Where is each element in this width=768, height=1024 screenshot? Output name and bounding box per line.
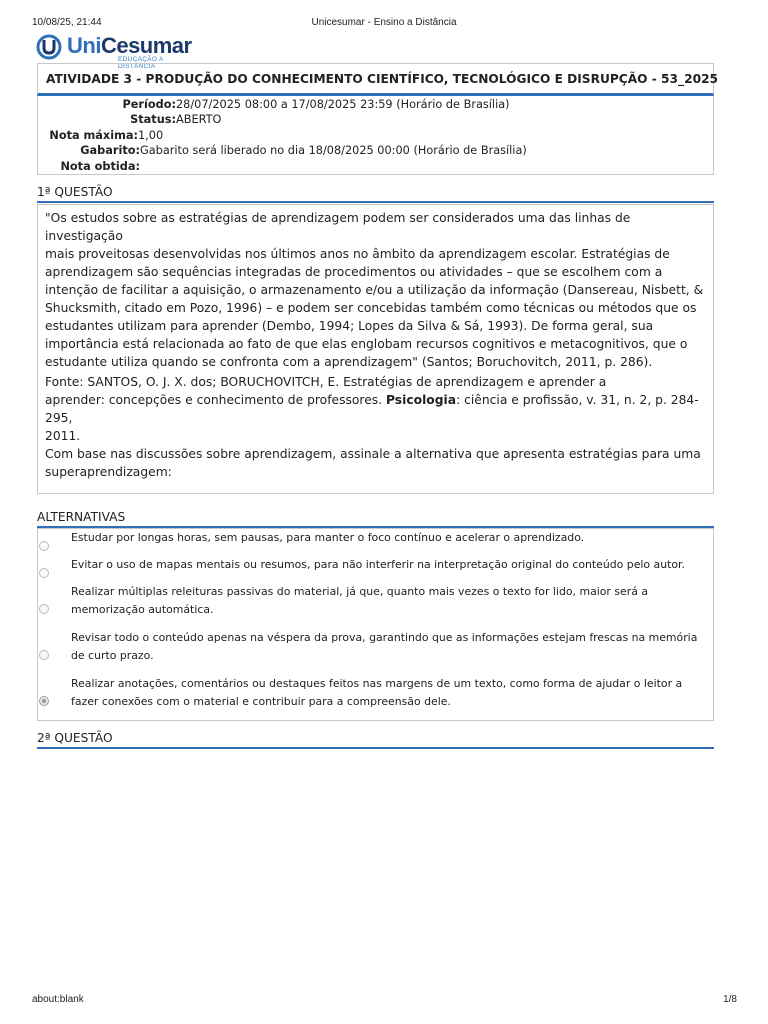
logo-subtitle: EDUCAÇÃO A DISTÂNCIA: [118, 56, 164, 70]
alternative-e-text[interactable]: Realizar anotações, comentários ou destaques feitos nas margens de um texto, como forma de ajudar o leitor a fazer conexões com o material e contribuir para a compreensão dele.: [71, 677, 683, 708]
print-page-number: 1/8: [723, 994, 737, 1005]
alternatives-heading: [37, 510, 714, 528]
periodo-value: 28/07/2025 08:00 a 17/08/2025 23:59 (Horário de Brasília): [176, 98, 510, 111]
question-2-heading-text: 2ª QUESTÃO: [37, 731, 113, 745]
alternative-a-text[interactable]: Estudar por longas horas, sem pausas, para manter o foco contínuo e acelerar o aprendizado.: [71, 531, 585, 544]
alternative-c-text[interactable]: Realizar múltiplas releituras passivas do material, já que, quanto mais vezes o texto for lido, maior será a memorização automática.: [71, 585, 649, 616]
periodo-label: Período:: [122, 98, 176, 111]
question-1-heading-text: 1ª QUESTÃO: [37, 185, 113, 199]
logo-emblem-icon: [36, 34, 68, 60]
alternative-d-text[interactable]: Revisar todo o conteúdo apenas na véspera da prova, garantindo que as informações estejam frescas na memória de curto prazo.: [71, 631, 698, 662]
print-header: [0, 17, 768, 31]
alternatives-heading-text: ALTERNATIVAS: [37, 510, 126, 524]
print-datetime: 10/08/25, 21:44: [32, 17, 102, 28]
logo-wordmark: UniCesumar: [67, 33, 192, 58]
nota-obtida-row: [38, 160, 140, 176]
question-1-body: [37, 204, 714, 494]
question-1-quote: "Os estudos sobre as estratégias de aprendizagem podem ser considerados uma das linhas de investigação mais proveitosas desenvolvidas nos últimos anos no âmbito da aprendizagem escolar. Estratégias de aprendizagem são sequências integradas de procedimentos ou atividades – que se escolhem com a intenção de facilitar a aquisição, o armazenamento e/ou a utilização da informação (Dansereau, Nisbett, & Shucksmith, citado em Pozo, 1996) – e podem ser concebidas também como técnicas ou métodos que os estudantes utilizam para aprender (Dembo, 1994; Lopes da Silva & Sá, 1993). De forma geral, sua importância está relacionada ao fato de que elas englobam recursos cognitivos e metacognitivos, que o estudante utiliza quando se confronta com a aprendizagem" (Santos; Boruchovitch, 2011, p. 286).: [45, 211, 704, 369]
question-1-heading: [37, 185, 714, 203]
status-row: [38, 113, 176, 129]
question-2-heading: [37, 731, 714, 749]
question-1-source: Fonte: SANTOS, O. J. X. dos; BORUCHOVITCH, E. Estratégias de aprendizagem e aprender a aprender: concepções e conhecimento de professores. Psicologia: ciência e profissão, v. 31, n. 2, p. 284-295, 2011.: [45, 375, 699, 443]
periodo-row: [38, 98, 176, 114]
alternative-e-radio[interactable]: [39, 696, 49, 706]
print-page-title: Unicesumar - Ensino a Distância: [311, 17, 457, 28]
print-url: about:blank: [32, 994, 84, 1005]
nota-maxima-label: Nota máxima:: [49, 129, 138, 142]
activity-title: ATIVIDADE 3 - PRODUÇÃO DO CONHECIMENTO CIENTÍFICO, TECNOLÓGICO E DISRUPÇÃO - 53_2025: [46, 72, 719, 86]
alternative-b-radio[interactable]: [39, 568, 49, 578]
alternative-c-radio[interactable]: [39, 604, 49, 614]
alternative-d-radio[interactable]: [39, 650, 49, 660]
nota-maxima-value: 1,00: [138, 129, 164, 142]
gabarito-value: Gabarito será liberado no dia 18/08/2025 00:00 (Horário de Brasília): [140, 144, 527, 157]
alternative-a-radio[interactable]: [39, 541, 49, 551]
journal-name: Psicologia: [386, 393, 457, 407]
alternatives-list: [37, 528, 714, 721]
activity-title-box: [37, 63, 719, 96]
status-label: Status:: [130, 113, 176, 126]
alternative-b-text[interactable]: Evitar o uso de mapas mentais ou resumos, para não interferir na interpretação original do conteúdo pelo autor.: [71, 558, 686, 571]
status-value: ABERTO: [176, 113, 222, 126]
gabarito-row: [38, 144, 140, 160]
nota-obtida-label: Nota obtida:: [60, 160, 140, 173]
unicesumar-logo: [36, 32, 196, 70]
print-footer: [0, 994, 768, 1008]
activity-info-box: [37, 96, 714, 175]
gabarito-label: Gabarito:: [80, 144, 140, 157]
nota-maxima-row: [38, 129, 138, 145]
question-1-prompt: Com base nas discussões sobre aprendizagem, assinale a alternativa que apresenta estratégias para uma superaprendizagem:: [45, 447, 701, 479]
